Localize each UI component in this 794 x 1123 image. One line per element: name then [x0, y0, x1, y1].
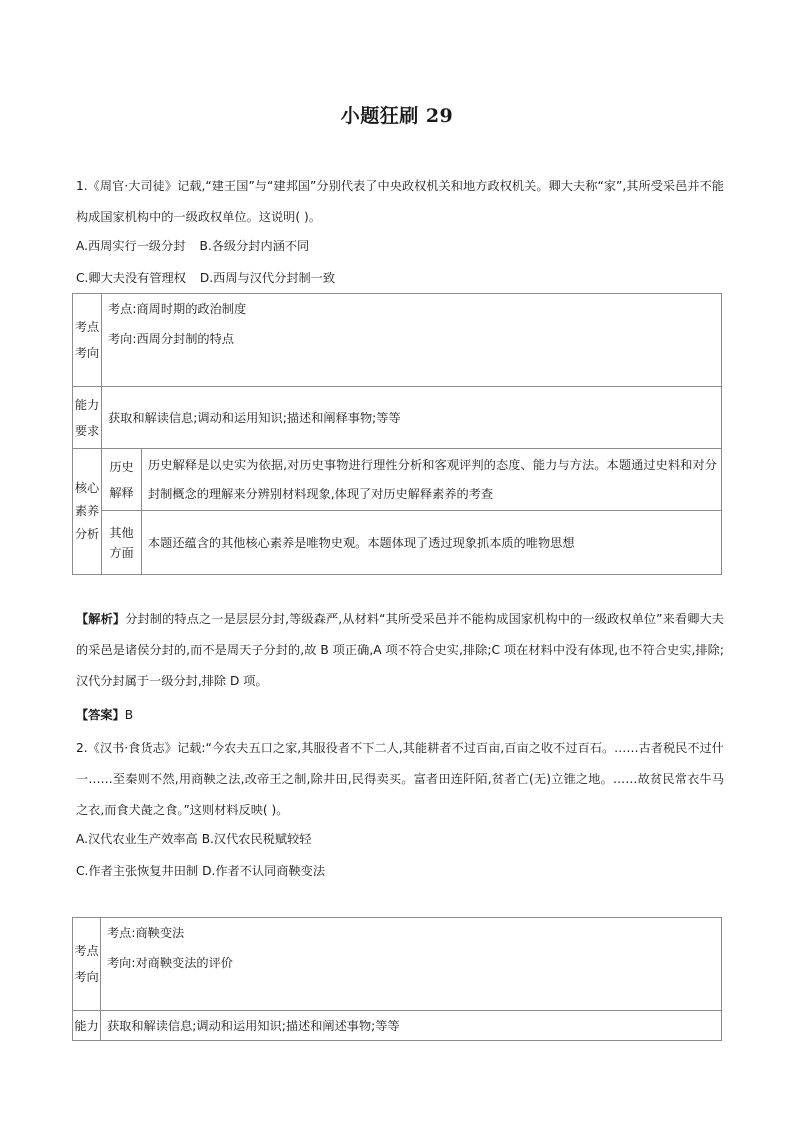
qita-fangmian-text: 本题还蕴含的其他核心素养是唯物史观。本题体现了透过现象抓本质的唯物思想	[142, 511, 722, 575]
question-1-answer	[76, 705, 133, 725]
option-c: C.卿大夫没有管理权	[76, 271, 186, 285]
question-2-options-row-2	[76, 861, 325, 881]
kaodian-text: 考点:商周时期的政治制度	[108, 302, 247, 316]
option-c: C.作者主张恢复井田制	[76, 864, 199, 878]
lishi-jieshi-text: 历史解释是以史实为依据,对历史事物进行理性分析和客观评判的态度、能力与方法。本题通过史料和对分封制概念的理解来分辨别材料现象,体现了对历史解释素养的考查	[142, 449, 722, 511]
kaodian-kaoxiang-cell	[101, 918, 722, 1011]
nengli-text: 获取和解读信息;调动和运用知识;描述和阐述事物;等等	[101, 1011, 722, 1041]
table-row	[73, 511, 722, 575]
nengli-text: 获取和解读信息;调动和运用知识;描述和阐释事物;等等	[102, 387, 722, 449]
kaodian-text: 考点:商鞅变法	[107, 926, 185, 940]
answer-value: B	[124, 708, 134, 722]
analysis-text: 分封制的特点之一是层层分封,等级森严,从材料“其所受采邑并不能构成国家机构中的一级政权单位”来看卿大夫的采邑是诸侯分封的,而不是周天子分封的,故 B 项正确,A 项不符合史实,排除;C 项在材料中没有体现,也不符合史实,排除;汉代分封属于一级分封,排除 D 项。	[76, 612, 724, 688]
table-row	[73, 918, 722, 1011]
label-kaodian-kaoxiang: 考点考向	[73, 918, 101, 1011]
label-qita-fangmian: 其他方面	[102, 511, 142, 575]
question-1-analysis	[76, 604, 724, 697]
question-2-info-table	[72, 917, 722, 1041]
option-d: D.西周与汉代分封制一致	[199, 271, 336, 285]
table-row	[73, 449, 722, 511]
answer-label: 【答案】	[76, 708, 125, 722]
question-1-options-row-1	[76, 236, 309, 256]
table-row	[73, 1011, 722, 1041]
option-b: B.汉代农民税赋较轻	[201, 832, 312, 846]
question-1-options-row-2	[76, 268, 335, 288]
label-nengli: 能力	[73, 1011, 101, 1041]
option-a: A.汉代农业生产效率高	[76, 832, 198, 846]
table-row	[73, 387, 722, 449]
question-1-stem: 1.《周官·大司徒》记载,“建王国”与“建邦国”分别代表了中央政权机关和地方政权机关。卿大夫称“家”,其所受采邑并不能构成国家机构中的一级政权单位。这说明( )。	[76, 179, 724, 224]
kaodian-kaoxiang-cell	[102, 294, 722, 387]
option-d: D.作者不认同商鞅变法	[202, 864, 326, 878]
page-title: 小题狂刷 29	[340, 105, 454, 127]
label-lishi-jieshi: 历史解释	[102, 449, 142, 511]
label-kaodian-kaoxiang: 考点考向	[73, 294, 102, 387]
kaoxiang-text: 考向:西周分封制的特点	[108, 332, 234, 346]
question-2-options-row-1	[76, 829, 311, 849]
kaoxiang-text: 考向:对商鞅变法的评价	[107, 956, 233, 970]
option-b: B.各级分封内涵不同	[199, 239, 310, 253]
table-row	[73, 294, 722, 387]
label-nengli: 能力要求	[73, 387, 102, 449]
question-2-stem: 2.《汉书·食货志》记载:“今农夫五口之家,其服役者不下二人,其能耕者不过百亩,百亩之收不过百石。……古者税民不过什一……至秦则不然,用商鞅之法,改帝王之制,除井田,民得卖买。富者田连阡陌,贫者亡(无)立锥之地。……故贫民常衣牛马之衣,而食犬彘之食。”这则材料反映( )。	[76, 741, 724, 817]
option-a: A.西周实行一级分封	[76, 239, 186, 253]
question-1-info-table	[72, 293, 722, 575]
label-hexin-suyang: 核心素养分析	[73, 449, 102, 575]
analysis-label: 【解析】	[76, 612, 126, 626]
